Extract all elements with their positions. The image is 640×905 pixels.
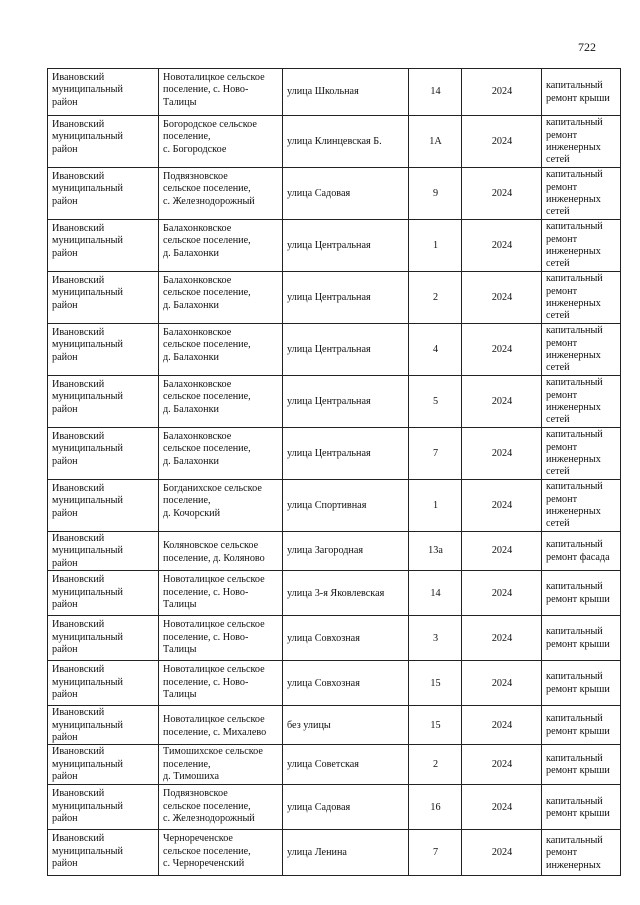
cell-district: Ивановский муниципальный район [48, 116, 159, 168]
table-row [48, 571, 621, 616]
cell-house: 14 [409, 69, 462, 116]
cell-house: 16 [409, 785, 462, 830]
page-number: 722 [578, 40, 596, 54]
cell-district: Ивановский муниципальный район [48, 532, 159, 571]
cell-work-type: капитальный ремонт крыши [542, 661, 621, 706]
table-row [48, 706, 621, 745]
cell-street: улица Школьная [283, 69, 409, 116]
cell-house: 3 [409, 616, 462, 661]
cell-street: улица 3-я Яковлевская [283, 571, 409, 616]
cell-year: 2024 [462, 706, 542, 745]
cell-year: 2024 [462, 785, 542, 830]
cell-year: 2024 [462, 830, 542, 876]
cell-house: 7 [409, 830, 462, 876]
cell-year: 2024 [462, 272, 542, 324]
cell-house: 4 [409, 324, 462, 376]
cell-year: 2024 [462, 376, 542, 428]
cell-settlement: Новоталицкое сельское поселение, с. Михалево [159, 706, 283, 745]
cell-district: Ивановский муниципальный район [48, 830, 159, 876]
cell-settlement: Подвязновское сельское поселение, с. Железнодорожный [159, 785, 283, 830]
cell-street: улица Загородная [283, 532, 409, 571]
cell-district: Ивановский муниципальный район [48, 616, 159, 661]
table-body [48, 69, 621, 876]
table-row [48, 272, 621, 324]
cell-street: улица Центральная [283, 324, 409, 376]
table-row [48, 661, 621, 706]
table-row [48, 480, 621, 532]
cell-street: улица Совхозная [283, 661, 409, 706]
table-row [48, 376, 621, 428]
repair-table [47, 68, 621, 876]
cell-settlement: Новоталицкое сельское поселение, с. Ново- Талицы [159, 661, 283, 706]
cell-district: Ивановский муниципальный район [48, 706, 159, 745]
cell-settlement: Новоталицкое сельское поселение, с. Ново- Талицы [159, 69, 283, 116]
cell-work-type: капитальный ремонт инженерных [542, 830, 621, 876]
cell-street: улица Садовая [283, 785, 409, 830]
cell-house: 2 [409, 745, 462, 785]
table-row [48, 428, 621, 480]
cell-settlement: Балахонковское сельское поселение, д. Балахонки [159, 220, 283, 272]
table-row [48, 532, 621, 571]
cell-street: улица Центральная [283, 272, 409, 324]
cell-year: 2024 [462, 324, 542, 376]
cell-street: улица Советская [283, 745, 409, 785]
cell-settlement: Балахонковское сельское поселение, д. Балахонки [159, 376, 283, 428]
cell-street: улица Совхозная [283, 616, 409, 661]
cell-settlement: Чернореченское сельское поселение, с. Чернореченский [159, 830, 283, 876]
cell-settlement: Коляновское сельское поселение, д. Коляново [159, 532, 283, 571]
cell-house: 2 [409, 272, 462, 324]
cell-year: 2024 [462, 428, 542, 480]
cell-settlement: Балахонковское сельское поселение, д. Балахонки [159, 272, 283, 324]
table-row [48, 830, 621, 876]
cell-year: 2024 [462, 220, 542, 272]
cell-work-type: капитальный ремонт крыши [542, 571, 621, 616]
cell-work-type: капитальный ремонт инженерных сетей [542, 376, 621, 428]
cell-settlement: Новоталицкое сельское поселение, с. Ново- Талицы [159, 616, 283, 661]
cell-street: улица Центральная [283, 220, 409, 272]
cell-year: 2024 [462, 532, 542, 571]
cell-work-type: капитальный ремонт инженерных сетей [542, 272, 621, 324]
table-row [48, 324, 621, 376]
cell-district: Ивановский муниципальный район [48, 785, 159, 830]
cell-district: Ивановский муниципальный район [48, 745, 159, 785]
cell-district: Ивановский муниципальный район [48, 571, 159, 616]
table-row [48, 116, 621, 168]
cell-work-type: капитальный ремонт крыши [542, 616, 621, 661]
cell-year: 2024 [462, 616, 542, 661]
cell-work-type: капитальный ремонт инженерных сетей [542, 220, 621, 272]
cell-street: улица Ленина [283, 830, 409, 876]
cell-work-type: капитальный ремонт крыши [542, 706, 621, 745]
cell-work-type: капитальный ремонт инженерных сетей [542, 324, 621, 376]
cell-work-type: капитальный ремонт крыши [542, 69, 621, 116]
cell-work-type: капитальный ремонт инженерных сетей [542, 168, 621, 220]
cell-settlement: Подвязновское сельское поселение, с. Железнодорожный [159, 168, 283, 220]
cell-district: Ивановский муниципальный район [48, 168, 159, 220]
cell-district: Ивановский муниципальный район [48, 69, 159, 116]
cell-house: 14 [409, 571, 462, 616]
cell-street: улица Садовая [283, 168, 409, 220]
cell-work-type: капитальный ремонт крыши [542, 785, 621, 830]
cell-settlement: Новоталицкое сельское поселение, с. Ново- Талицы [159, 571, 283, 616]
cell-district: Ивановский муниципальный район [48, 428, 159, 480]
cell-year: 2024 [462, 480, 542, 532]
cell-house: 1 [409, 220, 462, 272]
cell-year: 2024 [462, 661, 542, 706]
cell-street: улица Спортивная [283, 480, 409, 532]
cell-house: 15 [409, 661, 462, 706]
cell-district: Ивановский муниципальный район [48, 324, 159, 376]
cell-year: 2024 [462, 571, 542, 616]
cell-district: Ивановский муниципальный район [48, 272, 159, 324]
cell-work-type: капитальный ремонт фасада [542, 532, 621, 571]
cell-settlement: Балахонковское сельское поселение, д. Балахонки [159, 428, 283, 480]
cell-work-type: капитальный ремонт инженерных сетей [542, 116, 621, 168]
cell-settlement: Тимошихское сельское поселение, д. Тимошиха [159, 745, 283, 785]
cell-street: без улицы [283, 706, 409, 745]
cell-house: 1 [409, 480, 462, 532]
cell-district: Ивановский муниципальный район [48, 376, 159, 428]
cell-street: улица Клинцевская Б. [283, 116, 409, 168]
cell-year: 2024 [462, 116, 542, 168]
cell-house: 13а [409, 532, 462, 571]
table-row [48, 69, 621, 116]
table-row [48, 220, 621, 272]
cell-house: 5 [409, 376, 462, 428]
cell-year: 2024 [462, 745, 542, 785]
table-row [48, 745, 621, 785]
cell-house: 1А [409, 116, 462, 168]
cell-district: Ивановский муниципальный район [48, 480, 159, 532]
cell-street: улица Центральная [283, 428, 409, 480]
cell-settlement: Богданихское сельское поселение, д. Кочорский [159, 480, 283, 532]
table-row [48, 616, 621, 661]
cell-house: 9 [409, 168, 462, 220]
cell-year: 2024 [462, 168, 542, 220]
cell-settlement: Балахонковское сельское поселение, д. Балахонки [159, 324, 283, 376]
cell-district: Ивановский муниципальный район [48, 661, 159, 706]
cell-work-type: капитальный ремонт крыши [542, 745, 621, 785]
cell-district: Ивановский муниципальный район [48, 220, 159, 272]
cell-year: 2024 [462, 69, 542, 116]
cell-street: улица Центральная [283, 376, 409, 428]
cell-house: 7 [409, 428, 462, 480]
table-row [48, 168, 621, 220]
table-row [48, 785, 621, 830]
cell-work-type: капитальный ремонт инженерных сетей [542, 428, 621, 480]
cell-work-type: капитальный ремонт инженерных сетей [542, 480, 621, 532]
cell-settlement: Богородское сельское поселение, с. Богородское [159, 116, 283, 168]
cell-house: 15 [409, 706, 462, 745]
